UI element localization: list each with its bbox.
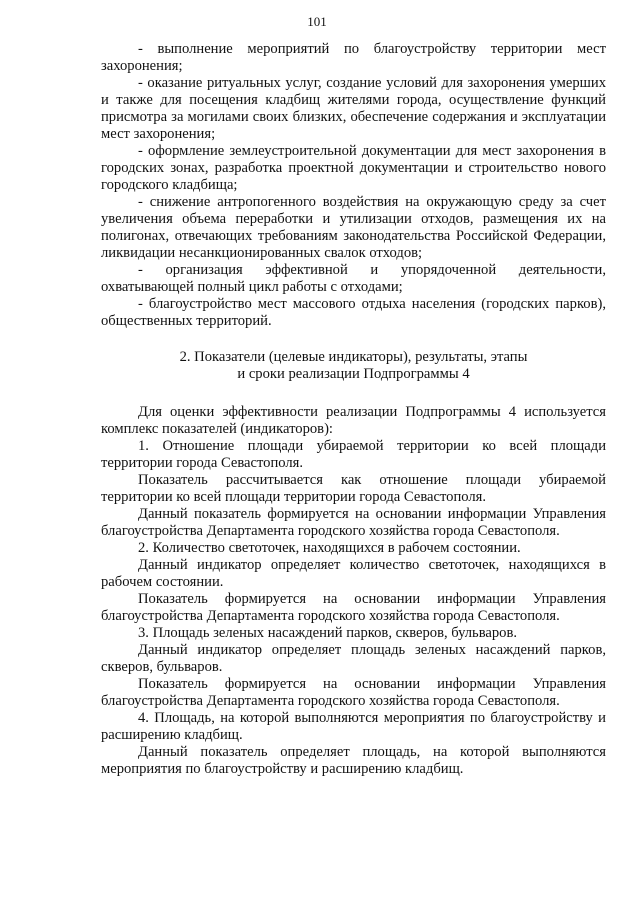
- body-paragraph: Показатель рассчитывается как отношение площади убираемой территории ко всей площади территории города Севастополя.: [101, 472, 606, 505]
- page-number: 101: [307, 14, 327, 29]
- list-item: - оказание ритуальных услуг, создание условий для захоронения умерших и также для посещения кладбищ жителями города, осуществление функций присмотра за могилами своих близких, обеспечение содержания и эксплуатации мест захоронения;: [101, 75, 606, 142]
- list-item: - благоустройство мест массового отдыха населения (городских парков), общественных территорий.: [101, 296, 606, 329]
- list-item: - выполнение мероприятий по благоустройству территории мест захоронения;: [101, 41, 606, 74]
- list-item: - снижение антропогенного воздействия на окружающую среду за счет увеличения объема переработки и утилизации отходов, размещения их на полигонах, отвечающих требованиям законодательства Российской Федерации, ликвидации несанкционированных свалок отходов;: [101, 194, 606, 261]
- section-heading-line: 2. Показатели (целевые индикаторы), результаты, этапы: [179, 349, 528, 365]
- body-paragraph: Данный индикатор определяет количество светоточек, находящихся в рабочем состоянии.: [101, 557, 606, 590]
- body-paragraph: Показатель формируется на основании информации Управления благоустройства Департамента городского хозяйства города Севастополя.: [101, 676, 606, 709]
- indicator-title: 3. Площадь зеленых насаждений парков, скверов, бульваров.: [138, 625, 518, 641]
- indicator-title: 4. Площадь, на которой выполняются мероприятия по благоустройству и расширению кладбищ.: [101, 710, 606, 743]
- list-item: - организация эффективной и упорядоченной деятельности, охватывающей полный цикл работы с отходами;: [101, 262, 606, 295]
- body-paragraph: Показатель формируется на основании информации Управления благоустройства Департамента городского хозяйства города Севастополя.: [101, 591, 606, 624]
- indicator-title: 2. Количество светоточек, находящихся в рабочем состоянии.: [138, 540, 521, 556]
- page-content: [101, 41, 606, 778]
- body-paragraph: Данный показатель определяет площадь, на которой выполняются мероприятия по благоустройству и расширению кладбищ.: [101, 744, 606, 777]
- section-heading: [101, 349, 606, 383]
- section-heading-line: и сроки реализации Подпрограммы 4: [237, 366, 470, 382]
- body-paragraph: Данный показатель формируется на основании информации Управления благоустройства Департамента городского хозяйства города Севастополя.: [101, 506, 606, 539]
- body-paragraph: Для оценки эффективности реализации Подпрограммы 4 используется комплекс показателей (индикаторов):: [101, 404, 606, 437]
- list-item: - оформление землеустроительной документации для мест захоронения в городских зонах, разработка проектной документации и строительство нового городского кладбища;: [101, 143, 606, 193]
- indicator-title: 1. Отношение площади убираемой территории ко всей площади территории города Севастополя.: [101, 438, 606, 471]
- body-paragraph: Данный индикатор определяет площадь зеленых насаждений парков, скверов, бульваров.: [101, 642, 606, 675]
